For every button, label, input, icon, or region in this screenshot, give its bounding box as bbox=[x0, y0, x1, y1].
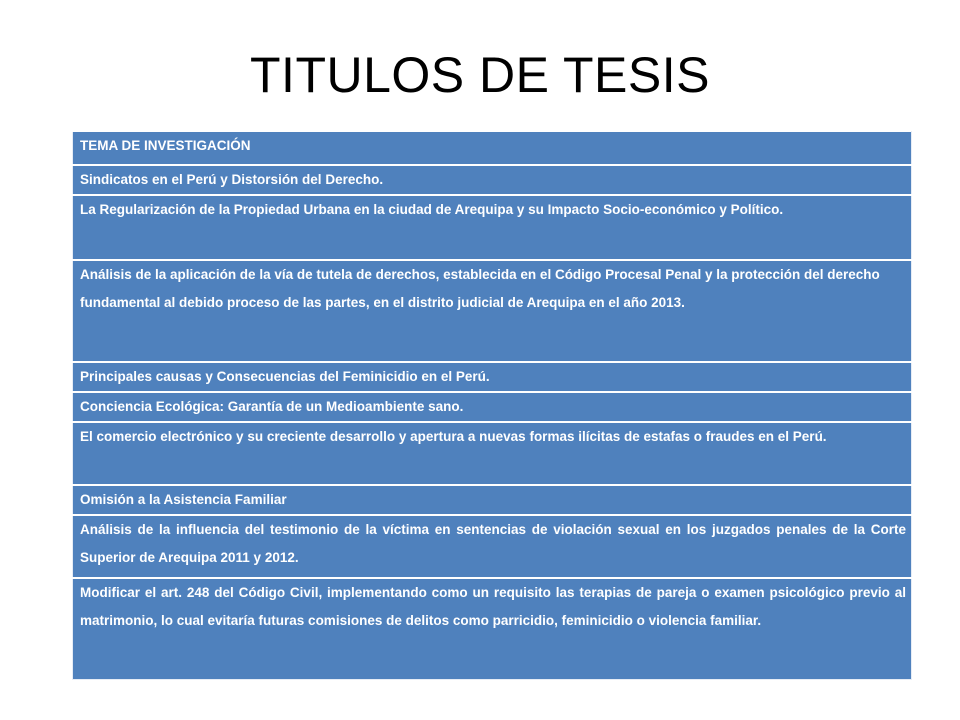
slide-title: TITULOS DE TESIS bbox=[250, 47, 710, 103]
table-cell: La Regularización de la Propiedad Urbana en la ciudad de Arequipa y su Impacto Socio-económico y Político. bbox=[73, 195, 912, 260]
table-cell: El comercio electrónico y su creciente desarrollo y apertura a nuevas formas ilícitas de estafas o fraudes en el Perú. bbox=[73, 422, 912, 485]
table-cell: Omisión a la Asistencia Familiar bbox=[73, 485, 912, 515]
theses-table bbox=[72, 131, 912, 680]
table-row bbox=[73, 165, 912, 195]
table-header-cell: TEMA DE INVESTIGACIÓN bbox=[73, 132, 912, 165]
table-cell: Análisis de la aplicación de la vía de tutela de derechos, establecida en el Código Procesal Penal y la protección del derecho fundamental al debido proceso de las partes, en el distrito judicial de Arequipa en el año 2013. bbox=[73, 260, 912, 362]
table-row bbox=[73, 422, 912, 485]
table-row bbox=[73, 260, 912, 362]
table-row bbox=[73, 392, 912, 422]
table-cell: Análisis de la influencia del testimonio de la víctima en sentencias de violación sexual en los juzgados penales de la Corte Superior de Arequipa 2011 y 2012. bbox=[73, 515, 912, 578]
table-cell: Principales causas y Consecuencias del Feminicidio en el Perú. bbox=[73, 362, 912, 392]
table-row bbox=[73, 195, 912, 260]
table-header-row bbox=[73, 132, 912, 165]
table-cell: Sindicatos en el Perú y Distorsión del Derecho. bbox=[73, 165, 912, 195]
table-row bbox=[73, 515, 912, 578]
table-row bbox=[73, 485, 912, 515]
table-row bbox=[73, 362, 912, 392]
table-cell: Conciencia Ecológica: Garantía de un Medioambiente sano. bbox=[73, 392, 912, 422]
table-cell: Modificar el art. 248 del Código Civil, implementando como un requisito las terapias de pareja o examen psicológico previo al matrimonio, lo cual evitaría futuras comisiones de delitos como parricidio, feminicidio o violencia familiar. bbox=[73, 578, 912, 680]
table-row bbox=[73, 578, 912, 680]
